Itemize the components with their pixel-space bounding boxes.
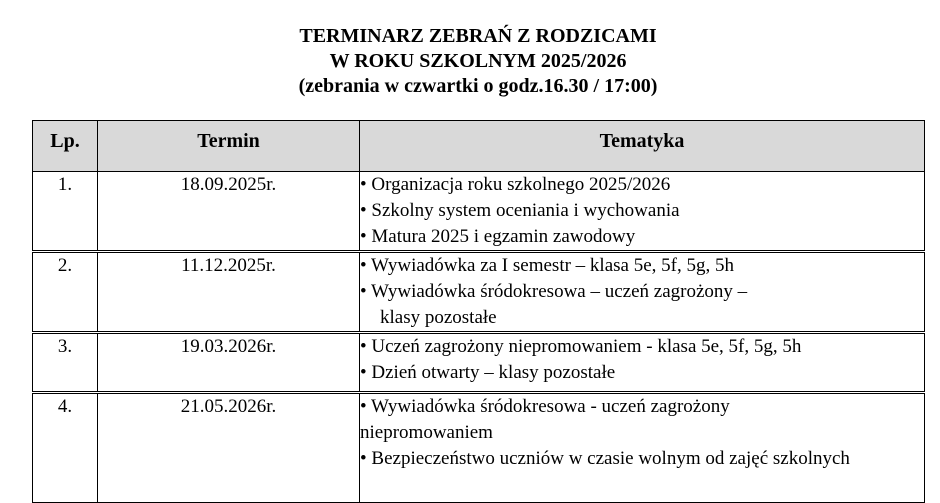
- topic-item: • Wywiadówka śródokresowa – uczeń zagrożony –: [360, 281, 748, 302]
- title-line-1: TERMINARZ ZEBRAŃ Z RODZICAMI: [299, 25, 657, 47]
- meeting-topics: [360, 393, 925, 503]
- meeting-topics: [360, 252, 925, 333]
- topic-item-continuation: klasy pozostałe: [380, 307, 497, 328]
- column-header-lp: Lp.: [33, 121, 98, 172]
- topic-item: • Dzień otwarty – klasy pozostałe: [360, 362, 616, 383]
- topic-item: • Wywiadówka śródokresowa - uczeń zagrożony niepromowaniem: [360, 396, 730, 443]
- meeting-date: 19.03.2026r.: [98, 333, 360, 393]
- meeting-date: 11.12.2025r.: [98, 252, 360, 333]
- title-line-3: (zebrania w czwartki o godz.16.30 / 17:00): [298, 75, 658, 97]
- meeting-date: 21.05.2026r.: [98, 393, 360, 503]
- topic-item: • Matura 2025 i egzamin zawodowy: [360, 226, 636, 247]
- table-row: [33, 393, 925, 503]
- meeting-topics: [360, 172, 925, 252]
- row-number: 3.: [33, 333, 98, 393]
- document-header: [0, 24, 940, 99]
- meeting-topics: [360, 333, 925, 393]
- title-line-2: W ROKU SZKOLNYM 2025/2026: [329, 50, 627, 72]
- topic-item: • Bezpieczeństwo uczniów w czasie wolnym od zajęć szkolnych: [360, 448, 850, 469]
- table-header-row: [33, 121, 925, 172]
- topic-item: • Organizacja roku szkolnego 2025/2026: [360, 174, 671, 195]
- row-number: 2.: [33, 252, 98, 333]
- column-header-tematyka: Tematyka: [360, 121, 925, 172]
- meeting-date: 18.09.2025r.: [98, 172, 360, 252]
- row-number: 4.: [33, 393, 98, 503]
- topic-item: • Szkolny system oceniania i wychowania: [360, 200, 680, 221]
- table-row: [33, 252, 925, 333]
- topic-item: • Wywiadówka za I semestr – klasa 5e, 5f, 5g, 5h: [360, 255, 734, 276]
- topic-item: • Uczeń zagrożony niepromowaniem - klasa 5e, 5f, 5g, 5h: [360, 336, 802, 357]
- table-row: [33, 172, 925, 252]
- table-row: [33, 333, 925, 393]
- column-header-termin: Termin: [98, 121, 360, 172]
- row-number: 1.: [33, 172, 98, 252]
- meetings-table: [32, 120, 925, 503]
